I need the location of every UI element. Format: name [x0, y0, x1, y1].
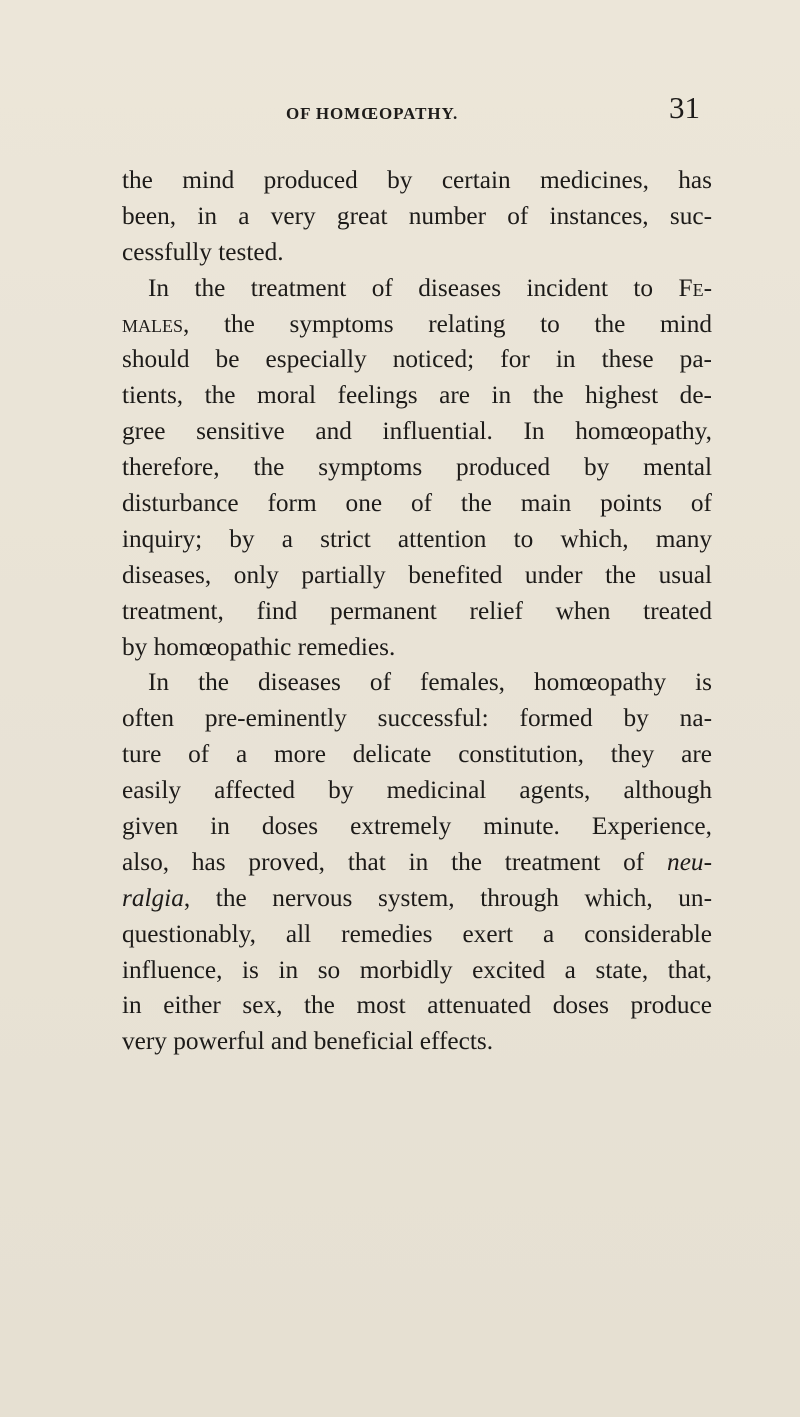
italic-text: ralgia: [122, 883, 184, 912]
text-line: [122, 917, 712, 953]
text-segment: therefore, the symptoms produced by mental: [122, 453, 712, 482]
text-line: [122, 630, 712, 666]
text-segment: In the treatment of diseases incident to: [148, 273, 679, 302]
text-line: [122, 558, 712, 594]
text-line: [122, 450, 712, 486]
text-line: [122, 737, 712, 773]
text-line: [122, 665, 712, 701]
text-line: [122, 522, 712, 558]
page-number: 31: [669, 90, 700, 125]
text-segment: gree sensitive and influential. In homœopathy,: [122, 417, 712, 446]
text-segment: diseases, only partially benefited under the usual: [122, 560, 712, 589]
text-segment: ture of a more delicate constitution, they are: [122, 740, 712, 769]
text-line: [122, 307, 712, 343]
text-line: [122, 235, 712, 271]
text-line: [122, 271, 712, 307]
text-segment: very powerful and beneficial effects.: [122, 1027, 494, 1056]
text-segment: , the symptoms relating to the mind: [183, 309, 712, 338]
text-line: [122, 1024, 712, 1060]
text-line: [122, 486, 712, 522]
text-segment: tients, the moral feelings are in the highest de-: [122, 381, 712, 410]
text-segment: should be especially noticed; for in these pa-: [122, 345, 712, 374]
text-line: [122, 414, 712, 450]
text-segment: often pre-eminently successful: formed by na-: [122, 704, 712, 733]
text-line: [122, 163, 712, 199]
small-caps-text: Fe-: [678, 273, 712, 302]
text-segment: in either sex, the most attenuated doses produce: [122, 991, 712, 1020]
italic-text: neu-: [667, 847, 712, 876]
text-segment: also, has proved, that in the treatment of: [122, 847, 668, 876]
text-line: [122, 701, 712, 737]
small-caps-text: males: [122, 309, 184, 338]
text-segment: questionably, all remedies exert a considerable: [122, 919, 712, 948]
text-line: [122, 773, 712, 809]
text-segment: disturbance form one of the main points of: [122, 489, 712, 518]
text-segment: cessfully tested.: [122, 237, 284, 266]
text-line: [122, 378, 712, 414]
text-segment: inquiry; by a strict attention to which, many: [122, 524, 712, 553]
text-line: [122, 953, 712, 989]
text-segment: given in doses extremely minute. Experience,: [122, 812, 712, 841]
text-segment: , the nervous system, through which, un-: [183, 883, 712, 912]
text-line: [122, 594, 712, 630]
text-segment: easily affected by medicinal agents, although: [122, 776, 712, 805]
text-segment: influence, is in so morbidly excited a state, that,: [122, 955, 712, 984]
text-segment: In the diseases of females, homœopathy is: [148, 668, 712, 697]
body-text: [122, 163, 712, 1060]
text-line: [122, 342, 712, 378]
text-segment: treatment, find permanent relief when treated: [122, 596, 712, 625]
text-line: [122, 199, 712, 235]
running-head: OF HOMŒOPATHY.: [286, 104, 459, 123]
text-line: [122, 845, 712, 881]
text-line: [122, 988, 712, 1024]
text-segment: by homœopathic remedies.: [122, 632, 396, 661]
text-line: [122, 809, 712, 845]
text-line: [122, 881, 712, 917]
text-segment: been, in a very great number of instances, suc-: [122, 201, 712, 230]
text-segment: the mind produced by certain medicines, has: [122, 166, 712, 194]
page-header: [0, 88, 800, 128]
